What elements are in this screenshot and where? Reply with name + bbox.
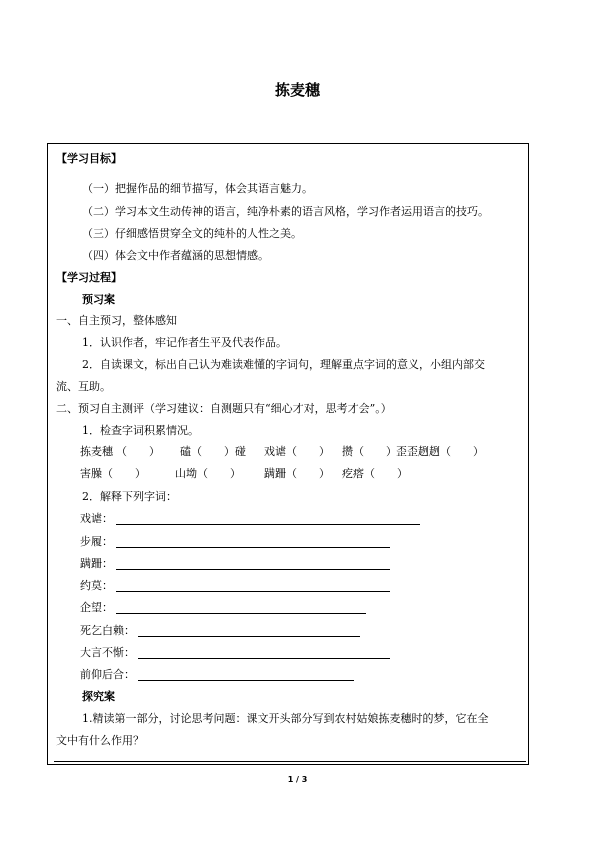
vocab-row-1 <box>80 445 520 459</box>
vocab-word: 磕（ ）碰 <box>180 445 246 458</box>
page-title: 拣麦穗 <box>274 81 320 99</box>
answer-line[interactable] <box>116 547 390 548</box>
define-term: 前仰后合： <box>80 668 135 681</box>
answer-line[interactable] <box>54 761 526 762</box>
define-item <box>80 601 440 615</box>
item-3: 1．检查字词积累情况。 <box>82 424 199 437</box>
define-item <box>80 512 440 526</box>
item-2-line-2: 流、互助。 <box>56 380 111 393</box>
explore-heading: 探究案 <box>82 690 115 703</box>
goal-3: （三）仔细感悟贯穿全文的纯朴的人性之美。 <box>82 227 302 240</box>
define-item <box>80 557 440 571</box>
process-heading: 【学习过程】 <box>56 271 122 284</box>
vocab-word: （ ） <box>116 445 160 458</box>
define-item <box>80 646 440 660</box>
goal-1: （一）把握作品的细节描写，体会其语言魅力。 <box>82 182 313 195</box>
explore-question-line-1: 1.精读第一部分，讨论思考问题：课文开头部分写到农村姑娘拣麦穗时的梦，它在全 <box>82 712 489 725</box>
vocab-word: 歪歪趔趔（ ） <box>396 445 484 458</box>
answer-line[interactable] <box>116 569 390 570</box>
goal-4: （四）体会文中作者蕴涵的思想情感。 <box>82 249 269 262</box>
vocab-word: 害臊（ ） <box>80 467 146 480</box>
define-term: 企望： <box>80 601 113 614</box>
define-term: 死乞白赖： <box>80 624 135 637</box>
answer-line[interactable] <box>138 680 354 681</box>
section-2-heading: 二、预习自主测评（学习建议：自测题只有“细心才对，思考才会”。） <box>56 402 392 415</box>
vocab-word: 拣麦穗 <box>80 445 113 458</box>
section-1-heading: 一、自主预习，整体感知 <box>56 314 177 327</box>
page-number: 1 / 3 <box>287 775 308 784</box>
vocab-word: 疙瘩（ ） <box>342 467 408 480</box>
define-item <box>80 579 440 593</box>
vocab-word: 蹒跚（ ） <box>264 467 330 480</box>
define-term: 大言不惭： <box>80 646 135 659</box>
item-2-line-1: 2．自读课文，标出自己认为难读难懂的字词句，理解重点字词的意义，小组内部交 <box>82 358 485 371</box>
answer-line[interactable] <box>138 658 390 659</box>
vocab-row-2 <box>80 467 520 481</box>
explore-question-line-2: 文中有什么作用？ <box>56 734 144 747</box>
define-term: 约莫： <box>80 579 113 592</box>
define-item <box>80 668 440 682</box>
vocab-word: 攒（ ） <box>342 445 397 458</box>
define-term: 蹒跚： <box>80 557 113 570</box>
define-term: 戏谑： <box>80 512 113 525</box>
answer-line[interactable] <box>116 591 390 592</box>
define-term: 步履： <box>80 535 113 548</box>
vocab-word: 山坳（ ） <box>175 467 241 480</box>
answer-line[interactable] <box>116 613 366 614</box>
item-1: 1．认识作者，牢记作者生平及代表作品。 <box>82 336 287 349</box>
item-4: 2．解释下列字词： <box>82 490 177 503</box>
divider <box>54 764 526 765</box>
vocab-word: 戏谑（ ） <box>264 445 330 458</box>
goal-2: （二）学习本文生动传神的语言，纯净朴素的语言风格，学习作者运用语言的技巧。 <box>82 205 489 218</box>
define-item <box>80 535 440 549</box>
goals-heading: 【学习目标】 <box>56 152 122 165</box>
define-item <box>80 624 440 638</box>
preview-heading: 预习案 <box>82 293 115 306</box>
answer-line[interactable] <box>138 636 360 637</box>
answer-line[interactable] <box>116 524 420 525</box>
